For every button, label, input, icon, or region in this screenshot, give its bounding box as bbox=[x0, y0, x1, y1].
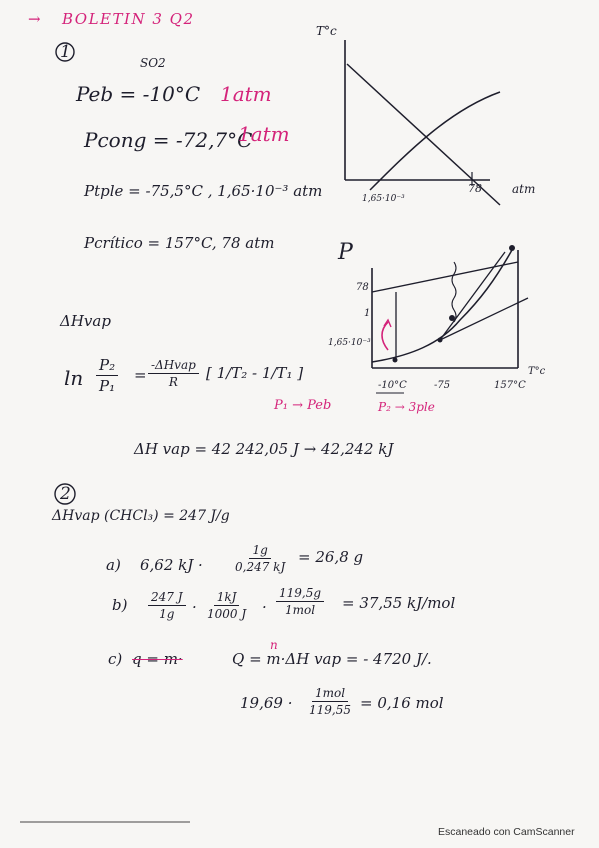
graph2-xtick-2: -75 bbox=[434, 380, 451, 391]
part-b-result: = 37,55 kJ/mol bbox=[342, 594, 456, 612]
ratio-numerator: P₂ bbox=[96, 356, 118, 376]
part-b-den-1: 1g bbox=[159, 607, 175, 621]
graph1-ylabel: T°c bbox=[316, 24, 337, 38]
arrow-icon: → bbox=[28, 10, 42, 28]
graph2-pink-arrow bbox=[382, 322, 388, 350]
graph2-ylabel: P bbox=[338, 240, 353, 265]
dot-2: · bbox=[262, 598, 267, 616]
p2-note: P₂ → 3ple bbox=[378, 400, 435, 414]
part-a-lhs: 6,62 kJ · bbox=[140, 556, 203, 574]
enthalpy-denominator: R bbox=[168, 375, 178, 389]
part-b-den-2: 1000 J bbox=[207, 607, 247, 621]
ratio-denominator: P₁ bbox=[99, 377, 116, 395]
part-b-num-3: 119,5g bbox=[276, 586, 324, 602]
peb-pressure: 1atm bbox=[220, 82, 272, 106]
part-c-label: c) bbox=[108, 650, 123, 668]
part-c-equation: Q = m·ΔH vap = - 4720 J/. bbox=[232, 650, 432, 668]
graph1-xtick-right: 78 bbox=[468, 182, 482, 195]
graph2-ytick-top: 78 bbox=[356, 282, 369, 293]
part-c-numerator: 1mol bbox=[312, 686, 348, 702]
scanner-watermark: Escaneado con CamScanner bbox=[438, 826, 575, 838]
dot-1: · bbox=[192, 598, 197, 616]
graph1-falling-line bbox=[347, 64, 500, 205]
graph1-rising-curve bbox=[370, 92, 500, 190]
equals-sign: = bbox=[134, 366, 147, 384]
dhvap-label: ΔHvap bbox=[60, 312, 111, 330]
graph2-xtick-1: -10°C bbox=[378, 380, 407, 391]
part-c-lhs: 19,69 · bbox=[240, 694, 293, 712]
graph2-vapor-curve bbox=[372, 250, 512, 362]
chcl3-dhvap: ΔHvap (CHCl₃) = 247 J/g bbox=[52, 508, 230, 524]
graph1-xlabel: atm bbox=[512, 182, 536, 196]
graph2-triple-point bbox=[449, 315, 455, 321]
graph2-squiggle bbox=[452, 262, 456, 322]
graph1-axes bbox=[345, 40, 490, 180]
graph2-axes bbox=[372, 250, 518, 368]
p1-note: P₁ → Peb bbox=[274, 398, 332, 413]
graph2-point-low bbox=[393, 358, 398, 363]
part-b-label: b) bbox=[112, 596, 128, 614]
section1-number: 1 bbox=[60, 42, 71, 62]
part-a-label: a) bbox=[106, 556, 121, 574]
part-c-struck-text: q = m· bbox=[132, 650, 183, 668]
section1-circle bbox=[56, 43, 74, 61]
part-b-num-2: 1kJ bbox=[214, 590, 240, 606]
pcritico-value: Pcrítico = 157°C, 78 atm bbox=[84, 234, 275, 252]
dhvap-result: ΔH vap = 42 242,05 J → 42,242 kJ bbox=[134, 440, 394, 458]
graph2-xlabel: T°c bbox=[528, 366, 546, 377]
part-c-denominator: 119,55 bbox=[309, 703, 351, 717]
temperature-bracket: [ 1/T₂ - 1/T₁ ] bbox=[206, 364, 304, 382]
ptriple-value: Ptple = -75,5°C , 1,65·10⁻³ atm bbox=[84, 182, 323, 200]
page-title: BOLETIN 3 Q2 bbox=[62, 10, 195, 28]
part-a-numerator: 1g bbox=[249, 543, 270, 559]
part-c-result: = 0,16 mol bbox=[360, 694, 444, 712]
graph2-ytick-mid: 1 bbox=[364, 308, 371, 319]
graph2-ytick-low: 1,65·10⁻³ bbox=[328, 338, 371, 348]
peb-value: Peb = -10°C bbox=[76, 82, 201, 106]
section2-number: 2 bbox=[60, 484, 71, 504]
graph2-point-mid bbox=[438, 338, 443, 343]
ln-label: ln bbox=[64, 366, 84, 390]
part-a-result: = 26,8 g bbox=[298, 548, 364, 566]
part-b-den-3: 1mol bbox=[284, 603, 316, 617]
graph2-critical-point bbox=[509, 245, 515, 251]
graph2-fusion-line bbox=[440, 252, 505, 340]
section2-circle bbox=[55, 484, 75, 504]
graph2-xtick-3: 157°C bbox=[494, 380, 526, 391]
compound-label: SO2 bbox=[140, 56, 166, 70]
part-b-num-1: 247 J bbox=[148, 590, 186, 606]
part-c-n-note: n bbox=[270, 638, 278, 652]
part-a-denominator: 0,247 kJ bbox=[235, 560, 286, 574]
pcong-pressure: 1atm bbox=[238, 122, 290, 146]
enthalpy-numerator: -ΔHvap bbox=[148, 358, 199, 374]
pcong-value: Pcong = -72,7°C bbox=[84, 128, 253, 152]
graph1-xtick-left: 1,65·10⁻³ bbox=[362, 194, 405, 204]
